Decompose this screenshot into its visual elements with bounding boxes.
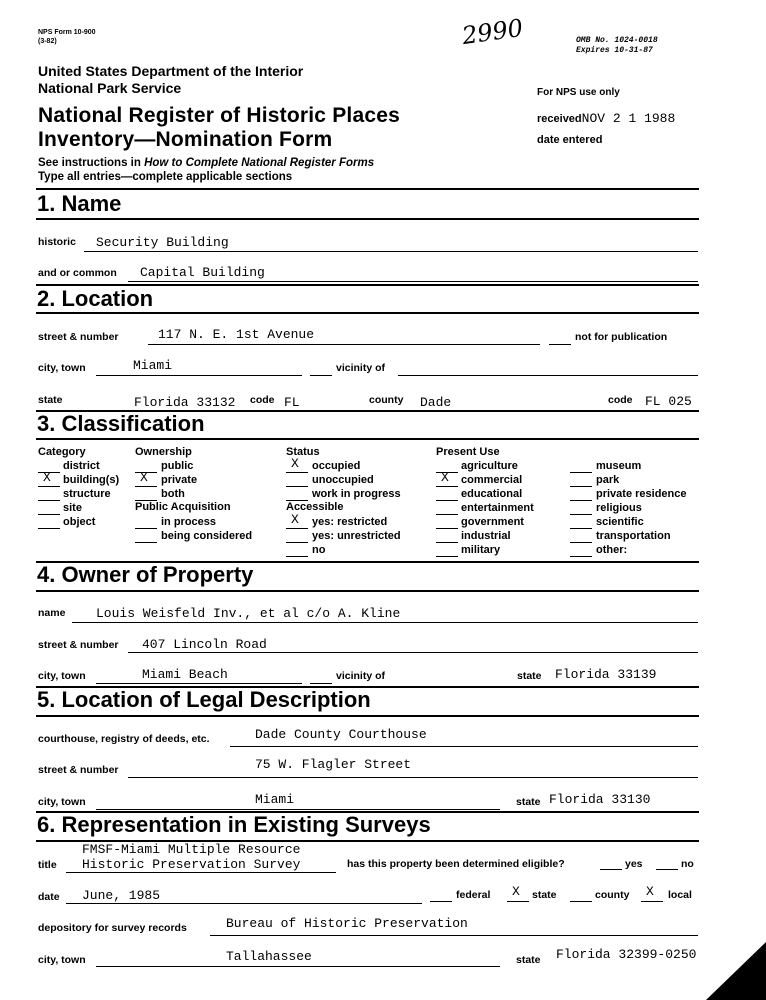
divider bbox=[36, 590, 699, 592]
owner-street-value: 407 Lincoln Road bbox=[142, 637, 267, 652]
divider bbox=[36, 438, 699, 440]
code2-label: code bbox=[608, 394, 633, 406]
status-occupied: occupied bbox=[312, 460, 361, 472]
owner-name-value: Louis Weisfeld Inv., et al c/o A. Kline bbox=[96, 606, 401, 621]
vicinity-label: vicinity of bbox=[336, 362, 386, 374]
checkbox-line bbox=[38, 528, 60, 529]
accessible-unrestricted: yes: unrestricted bbox=[312, 530, 401, 542]
use-industrial: industrial bbox=[461, 530, 511, 542]
street-underline bbox=[148, 344, 540, 345]
checkbox-line bbox=[286, 500, 308, 501]
owner-state-label: state bbox=[517, 670, 542, 682]
courthouse-label: courthouse, registry of deeds, etc. bbox=[38, 733, 210, 745]
category-buildings: building(s) bbox=[63, 474, 120, 486]
checkbox-line bbox=[570, 542, 592, 543]
handwritten-number: 2990 bbox=[460, 13, 525, 51]
level-state: state bbox=[532, 889, 557, 901]
acquisition-being-considered: being considered bbox=[161, 530, 253, 542]
section-2-title: 2. Location bbox=[37, 286, 154, 311]
section-3-title: 3. Classification bbox=[37, 411, 205, 436]
survey-title-line1: FMSF-Miami Multiple Resource bbox=[82, 842, 301, 857]
checkbox-line bbox=[436, 486, 458, 487]
checkbox-line bbox=[570, 901, 592, 902]
checkbox-line bbox=[38, 500, 60, 501]
use-other: other: bbox=[596, 544, 628, 556]
form-title-line1: National Register of Historic Places bbox=[38, 104, 400, 127]
accessible-no: no bbox=[312, 544, 326, 556]
use-museum: museum bbox=[596, 460, 642, 472]
checkbox-line bbox=[507, 901, 529, 902]
vicinity-blank bbox=[310, 683, 332, 684]
legal-state-value: Florida 33130 bbox=[549, 792, 651, 807]
legal-city-underline bbox=[96, 809, 500, 810]
checkbox-line bbox=[641, 901, 663, 902]
owner-city-label: city, town bbox=[38, 670, 86, 682]
survey-date-label: date bbox=[38, 891, 60, 903]
section-1-title: 1. Name bbox=[37, 191, 122, 216]
state-label: state bbox=[38, 394, 63, 406]
nfp-blank bbox=[549, 344, 571, 345]
use-agriculture: agriculture bbox=[461, 460, 518, 472]
city-underline bbox=[96, 375, 302, 376]
checkbox-line bbox=[570, 556, 592, 557]
category-heading: Category bbox=[38, 446, 86, 458]
category-site: site bbox=[63, 502, 82, 514]
use-government: government bbox=[461, 516, 524, 528]
ownership-public: public bbox=[161, 460, 194, 472]
instructions-line2: Type all entries—complete applicable sections bbox=[38, 171, 293, 183]
checkbox-line bbox=[135, 486, 157, 487]
public-acquisition-heading: Public Acquisition bbox=[135, 501, 231, 513]
vicinity-underline bbox=[398, 375, 698, 376]
accessible-restricted: yes: restricted bbox=[312, 516, 388, 528]
received-field: receivedNOV 2 1 1988 bbox=[537, 111, 676, 126]
checkbox-line bbox=[286, 542, 308, 543]
historic-underline bbox=[84, 251, 698, 252]
checkbox-line bbox=[656, 869, 678, 870]
depository-label: depository for survey records bbox=[38, 922, 187, 934]
checkbox-line bbox=[286, 528, 308, 529]
legal-city-value: Miami bbox=[255, 792, 295, 807]
checkbox-line bbox=[570, 514, 592, 515]
status-heading: Status bbox=[286, 446, 320, 458]
ownership-both: both bbox=[161, 488, 185, 500]
eligible-yes: yes bbox=[625, 858, 643, 870]
owner-street-label: street & number bbox=[38, 639, 119, 651]
use-private-residence: private residence bbox=[596, 488, 687, 500]
checkbox-line bbox=[436, 514, 458, 515]
status-unoccupied: unoccupied bbox=[312, 474, 374, 486]
checkbox-line bbox=[436, 542, 458, 543]
checkbox-mark: X bbox=[646, 884, 654, 899]
checkbox-mark: X bbox=[291, 456, 299, 471]
city-label: city, town bbox=[38, 362, 86, 374]
category-object: object bbox=[63, 516, 96, 528]
code2-value: FL 025 bbox=[645, 394, 692, 409]
street-label: street & number bbox=[38, 331, 119, 343]
owner-city-underline bbox=[96, 683, 302, 684]
city-value: Miami bbox=[133, 358, 173, 373]
checkbox-line bbox=[600, 869, 622, 870]
checkbox-mark: X bbox=[512, 884, 520, 899]
checkbox-line bbox=[135, 528, 157, 529]
not-for-publication-label: not for publication bbox=[575, 331, 668, 343]
courthouse-value: Dade County Courthouse bbox=[255, 727, 427, 742]
common-underline bbox=[128, 281, 698, 282]
present-use-heading: Present Use bbox=[436, 446, 500, 458]
acquisition-in-process: in process bbox=[161, 516, 217, 528]
use-park: park bbox=[596, 474, 620, 486]
level-county: county bbox=[595, 889, 630, 901]
owner-city-value: Miami Beach bbox=[142, 667, 228, 682]
section-4-title: 4. Owner of Property bbox=[37, 562, 254, 587]
form-number: NPS Form 10-900 bbox=[38, 29, 96, 36]
form-revision: (3-82) bbox=[38, 38, 57, 45]
code-value: FL bbox=[284, 395, 300, 410]
survey-title-line2: Historic Preservation Survey bbox=[82, 857, 301, 872]
eligible-question: has this property been determined eligible? bbox=[347, 858, 565, 870]
service-name: National Park Service bbox=[38, 80, 182, 96]
checkbox-line bbox=[135, 542, 157, 543]
status-work-in-progress: work in progress bbox=[312, 488, 401, 500]
category-structure: structure bbox=[63, 488, 111, 500]
checkbox-line bbox=[135, 500, 157, 501]
survey-title-underline bbox=[66, 872, 336, 873]
omb-number: OMB No. 1024-0018 bbox=[576, 36, 658, 45]
survey-state-label: state bbox=[516, 954, 541, 966]
code-label: code bbox=[250, 394, 275, 406]
divider bbox=[36, 188, 699, 190]
category-district: district bbox=[63, 460, 100, 472]
depository-underline bbox=[210, 935, 698, 936]
legal-street-underline bbox=[128, 777, 698, 778]
historic-label: historic bbox=[38, 236, 76, 248]
use-educational: educational bbox=[461, 488, 523, 500]
common-label: and or common bbox=[38, 267, 117, 279]
owner-name-underline bbox=[72, 622, 698, 623]
owner-name-label: name bbox=[38, 607, 66, 619]
checkbox-mark: X bbox=[291, 512, 299, 527]
owner-state-value: Florida 33139 bbox=[555, 667, 657, 682]
legal-street-value: 75 W. Flagler Street bbox=[255, 757, 412, 772]
eligible-no: no bbox=[681, 858, 694, 870]
instructions-line1: See instructions in How to Complete National Register Forms bbox=[38, 157, 375, 169]
survey-title-label: title bbox=[38, 859, 57, 871]
use-commercial: commercial bbox=[461, 474, 523, 486]
use-religious: religious bbox=[596, 502, 642, 514]
owner-vicinity-label: vicinity of bbox=[336, 670, 386, 682]
date-entered-label: date entered bbox=[537, 134, 603, 146]
checkbox-line bbox=[286, 486, 308, 487]
level-federal: federal bbox=[456, 889, 491, 901]
use-transportation: transportation bbox=[596, 530, 671, 542]
common-name-value: Capital Building bbox=[140, 265, 265, 280]
ownership-private: private bbox=[161, 474, 198, 486]
checkbox-mark: X bbox=[441, 470, 449, 485]
survey-city-value: Tallahassee bbox=[226, 949, 312, 964]
state-value: Florida 33132 bbox=[134, 395, 236, 410]
vicinity-blank bbox=[310, 375, 332, 376]
corner-triangle bbox=[706, 942, 766, 1000]
survey-city-label: city, town bbox=[38, 954, 86, 966]
form-title-line2: Inventory—Nomination Form bbox=[38, 128, 333, 151]
checkbox-line bbox=[570, 528, 592, 529]
depository-value: Bureau of Historic Preservation bbox=[226, 916, 468, 931]
section-5-title: 5. Location of Legal Description bbox=[37, 687, 371, 712]
county-value: Dade bbox=[420, 395, 452, 410]
survey-city-underline bbox=[96, 966, 500, 967]
survey-date-value: June, 1985 bbox=[82, 888, 161, 903]
survey-state-value: Florida 32399-0250 bbox=[556, 947, 697, 962]
legal-street-label: street & number bbox=[38, 764, 119, 776]
checkbox-mark: X bbox=[140, 470, 148, 485]
checkbox-line bbox=[286, 472, 308, 473]
use-scientific: scientific bbox=[596, 516, 644, 528]
divider bbox=[36, 312, 699, 314]
level-local: local bbox=[668, 889, 692, 901]
section-6-title: 6. Representation in Existing Surveys bbox=[37, 812, 431, 837]
survey-date-underline bbox=[66, 903, 422, 904]
checkbox-line bbox=[570, 500, 592, 501]
expires-date: Expires 10-31-87 bbox=[576, 46, 653, 55]
checkbox-line bbox=[436, 500, 458, 501]
checkbox-line bbox=[286, 556, 308, 557]
legal-city-label: city, town bbox=[38, 796, 86, 808]
owner-street-underline bbox=[128, 652, 698, 653]
checkbox-line bbox=[430, 901, 452, 902]
department-name: United States Department of the Interior bbox=[38, 63, 304, 79]
checkbox-line bbox=[436, 528, 458, 529]
legal-state-label: state bbox=[516, 796, 541, 808]
checkbox-line bbox=[38, 514, 60, 515]
use-entertainment: entertainment bbox=[461, 502, 534, 514]
courthouse-underline bbox=[230, 746, 698, 747]
checkbox-line bbox=[570, 472, 592, 473]
use-military: military bbox=[461, 544, 501, 556]
nps-use-label: For NPS use only bbox=[537, 87, 620, 98]
county-label: county bbox=[369, 394, 404, 406]
historic-name-value: Security Building bbox=[96, 235, 229, 250]
divider bbox=[36, 218, 699, 220]
checkbox-mark: X bbox=[43, 470, 51, 485]
divider bbox=[36, 715, 699, 717]
checkbox-line bbox=[570, 486, 592, 487]
checkbox-line bbox=[436, 556, 458, 557]
accessible-heading: Accessible bbox=[286, 501, 344, 513]
checkbox-line bbox=[38, 486, 60, 487]
street-value: 117 N. E. 1st Avenue bbox=[158, 327, 315, 342]
ownership-heading: Ownership bbox=[135, 446, 192, 458]
